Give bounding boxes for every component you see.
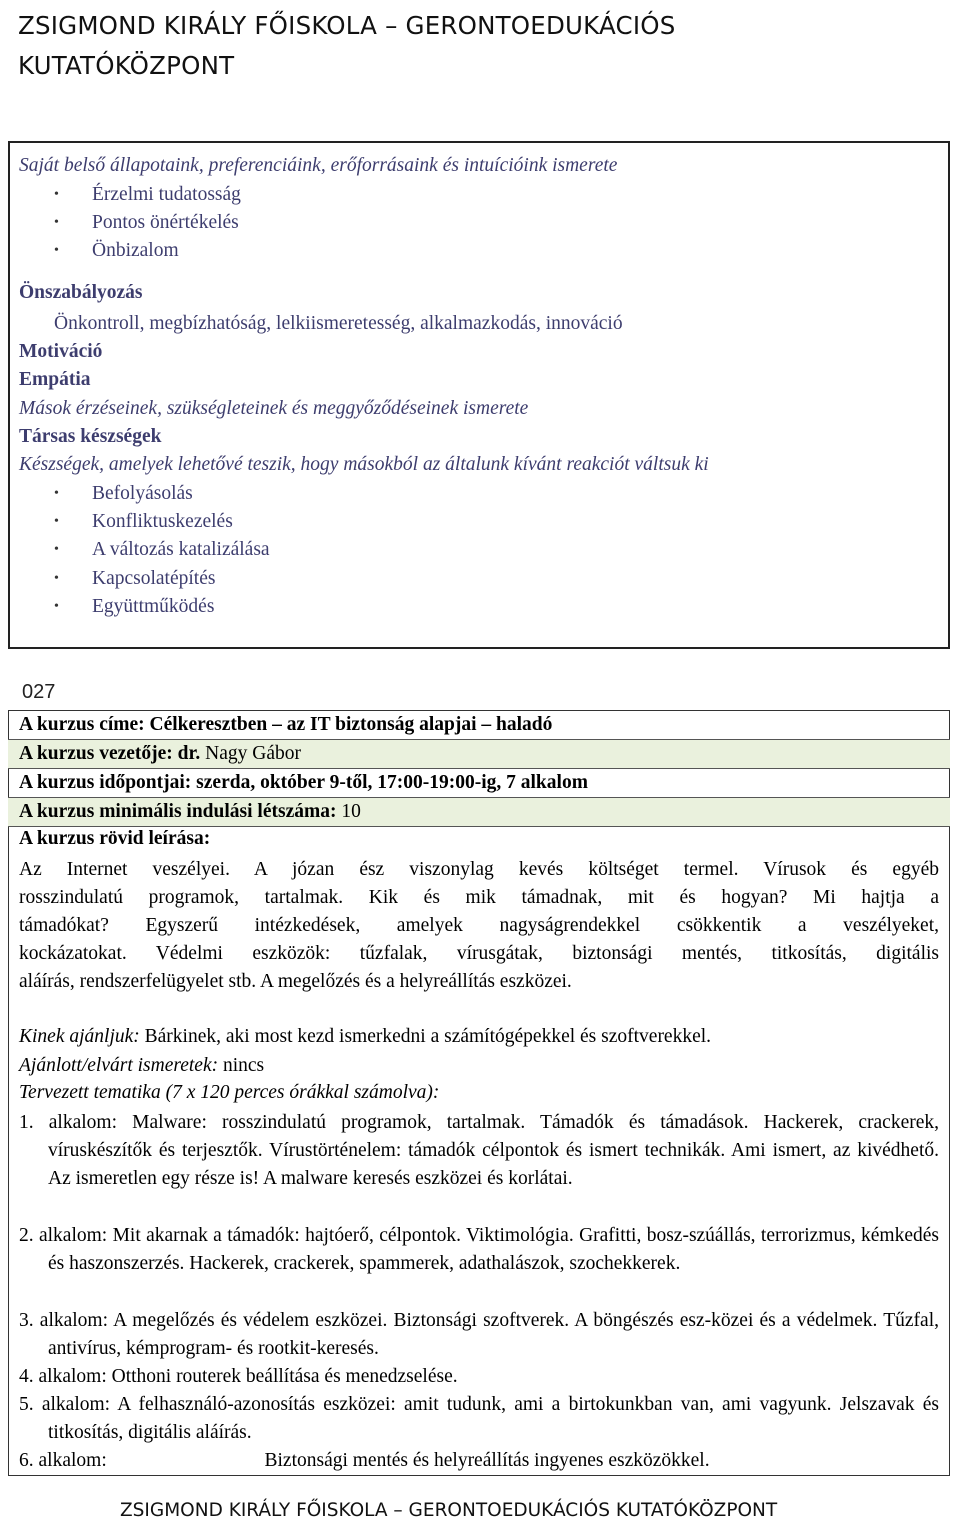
recommended-value: Bárkinek, aki most kezd ismerkedni a számítógépekkel és szoftverekkel. (144, 1026, 712, 1047)
session-item: 4. alkalom: Otthoni routerek beállítása és menedzselése. (19, 1366, 458, 1387)
prereq-label: Ajánlott/elvárt ismeretek: (19, 1055, 219, 1076)
plan-label: Tervezett tematika (7 x 120 perces órákkal számolva): (19, 1082, 440, 1103)
list-item: A változás katalizálása (92, 539, 270, 560)
list-item: Önbizalom (92, 240, 179, 261)
page-footer: ZSIGMOND KIRÁLY FŐISKOLA – GERONTOEDUKÁCIÓS KUTATÓKÖZPONT (120, 1500, 778, 1521)
course-time-label: A kurzus időpontjai: (19, 772, 192, 793)
course-title-row (8, 711, 950, 740)
course-time-row (8, 769, 950, 798)
empathy-desc: Mások érzéseinek, szükségleteinek és meggyőződéseinek ismerete (19, 398, 529, 419)
header-line-2: KUTATÓKÖZPONT (18, 51, 235, 80)
session-item: 2. alkalom: Mit akarnak a támadók: hajtóerő, célpontok. Viktimológia. Grafitti, bosz-szúállás, terrorizmus, kémkedés és haszonszerzés. Hackerek, crackerek, spammerek, adathalászok, szochekkerek. (19, 1225, 939, 1274)
list-item: Érzelmi tudatosság (92, 184, 241, 205)
bullet-icon: • (54, 187, 59, 202)
self-regulation-heading: Önszabályozás (19, 282, 143, 303)
course-desc-line: rosszindulatú programok, tartalmak. Kik és mik támadnak, mit és hogyan? Mi hajtja a (19, 887, 939, 908)
session-6-label: 6. alkalom: (19, 1450, 107, 1471)
bullet-icon: • (54, 514, 59, 529)
course-time-value: szerda, október 9-től, 17:00-19:00-ig, 7 alkalom (196, 772, 588, 793)
prereq-value: nincs (222, 1055, 265, 1076)
course-desc-line: támadókat? Egyszerű intézkedések, amelyek nagyságrendekkel csökkentik a veszélyeket, (19, 915, 939, 936)
header-line-1: ZSIGMOND KIRÁLY FŐISKOLA – GERONTOEDUKÁCIÓS (18, 11, 676, 40)
list-item: Együttműködés (92, 596, 215, 617)
session-6-value: Biztonsági mentés és helyreállítás ingyenes eszközökkel. (264, 1450, 710, 1471)
list-item: Konfliktuskezelés (92, 511, 233, 532)
bullet-icon: • (54, 542, 59, 557)
session-item: 1. alkalom: Malware: rosszindulatú programok, tartalmak. Támadók és támadások. Hackerek, crackerek, víruskészítők és terjesztők. Vírustörténelem: támadók célpontok és ismert technikák. Ami ismert, az kivédhető. Az ismeretlen egy része is! A malware keresés eszközei és korlátai. (19, 1112, 939, 1189)
page-header (18, 6, 918, 86)
course-leader-label: A kurzus vezetője: dr. (19, 743, 201, 764)
recommended-label: Kinek ajánljuk: (19, 1026, 140, 1047)
course-leader-value: Nagy Gábor (205, 743, 301, 764)
course-desc-line: Az Internet veszélyei. A józan ész viszonylag kevés költséget termel. Vírusok és egyéb (19, 859, 939, 880)
bullet-icon: • (54, 486, 59, 501)
course-desc-line: kockázatokat. Védelmi eszközök: tűzfalak, vírusgátak, biztonsági mentés, titkosítás, digitális (19, 943, 939, 964)
session-item (19, 1448, 710, 1474)
list-item: Pontos önértékelés (92, 212, 239, 233)
self-awareness-intro: Saját belső állapotaink, preferenciáink, erőforrásaink és intuícióink ismerete (19, 155, 618, 176)
motivation-heading: Motiváció (19, 341, 103, 362)
prereq-row (19, 1053, 264, 1079)
self-regulation-desc: Önkontroll, megbízhatóság, lelkiismeretesség, alkalmazkodás, innováció (54, 313, 623, 334)
bullet-icon: • (54, 571, 59, 586)
social-skills-desc: Készségek, amelyek lehetővé teszik, hogy másokból az általunk kívánt reakciót váltsuk ki (19, 454, 709, 475)
course-desc-label: A kurzus rövid leírása: (19, 828, 211, 849)
course-min-row (8, 798, 950, 827)
course-title-label: A kurzus címe: (19, 714, 145, 735)
session-item: 5. alkalom: A felhasználó-azonosítás eszközei: amit tudunk, ami a birtokunkban van, ami vagyunk. Jelszavak és titkosítás, digitális aláírás. (19, 1394, 939, 1443)
recommended-row (19, 1024, 711, 1050)
course-desc-line: aláírás, rendszerfelügyelet stb. A megelőzés és a helyreállítás eszközei. (19, 971, 572, 992)
session-item: 3. alkalom: A megelőzés és védelem eszközei. Biztonsági szoftverek. A böngészés esz-közei és a védelmek. Tűzfal, antivírus, kémprogram- és rootkit-keresés. (19, 1310, 939, 1359)
empathy-heading: Empátia (19, 369, 91, 390)
bullet-icon: • (54, 599, 59, 614)
list-item: Kapcsolatépítés (92, 568, 216, 589)
course-min-label: A kurzus minimális indulási létszáma: (19, 801, 337, 822)
bullet-icon: • (54, 243, 59, 258)
course-title-value: Célkeresztben – az IT biztonság alapjai – haladó (149, 714, 553, 735)
course-number: 027 (22, 681, 56, 703)
course-leader-row (8, 740, 950, 769)
course-min-value: 10 (341, 801, 361, 822)
bullet-icon: • (54, 215, 59, 230)
social-skills-heading: Társas készségek (19, 426, 162, 447)
list-item: Befolyásolás (92, 483, 193, 504)
